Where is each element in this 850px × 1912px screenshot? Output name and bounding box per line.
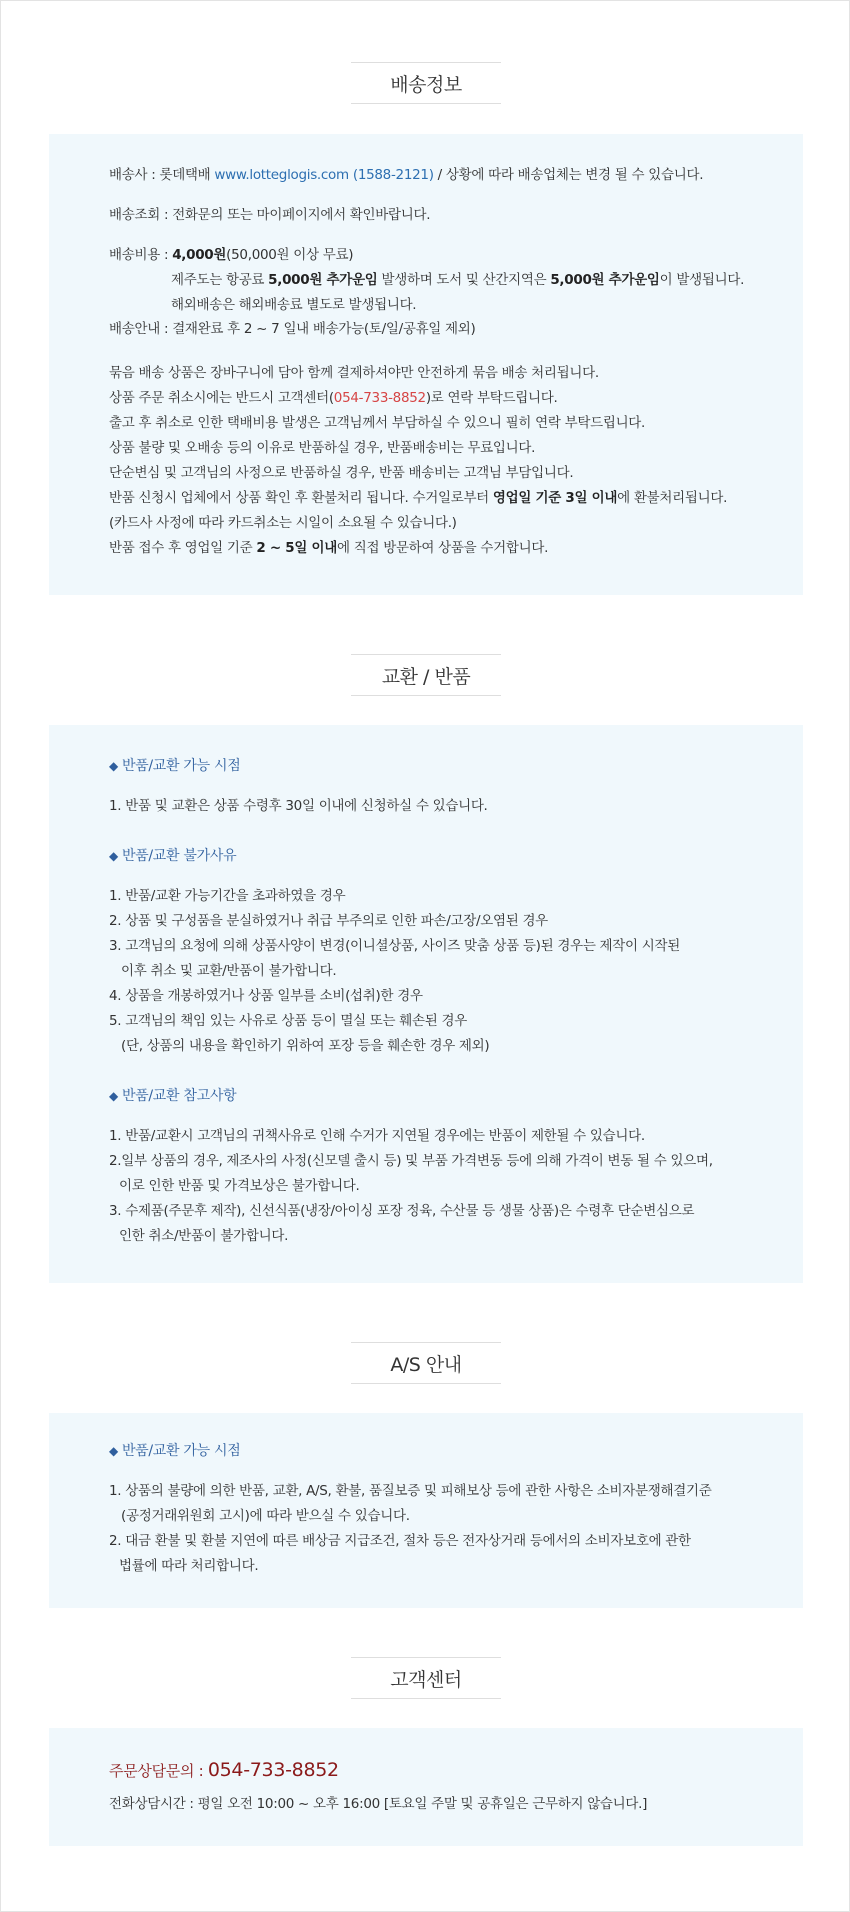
list-item: 5. 고객님의 책임 있는 사유로 상품 등이 멸실 또는 훼손된 경우 (109, 1013, 467, 1029)
exchange-section-title: 교환 / 반품 (351, 654, 501, 696)
list-item: (단, 상품의 내용을 확인하기 위하여 포장 등을 훼손한 경우 제외) (121, 1038, 490, 1054)
shipping-cost-line: 배송비용 : 4,000원(50,000원 이상 무료) (109, 247, 354, 263)
shipping-fee-line: 출고 후 취소로 인한 택배비용 발생은 고객님께서 부담하실 수 있으니 필히 연락 부탁드립니다. (109, 415, 646, 431)
carrier-line: 배송사 : 롯데택배 www.lotteglogis.com (1588-2121) / 상황에 따라 배송업체는 변경 될 수 있습니다. (109, 167, 704, 183)
diamond-bullet-icon: ◆ (109, 1089, 118, 1103)
cs-info-panel (49, 1728, 803, 1846)
list-item: 3. 수제품(주문후 제작), 신선식품(냉장/아이싱 포장 정육, 수산물 등 생물 상품)은 수령후 단순변심으로 (109, 1203, 695, 1219)
return-period-line: 1. 반품 및 교환은 상품 수령후 30일 이내에 신청하실 수 있습니다. (109, 798, 488, 814)
list-item: 이후 취소 및 교환/반품이 불가합니다. (121, 963, 337, 979)
list-item: 법률에 따라 처리합니다. (119, 1558, 259, 1574)
shipping-section-title: 배송정보 (351, 62, 501, 104)
change-of-mind-line: 단순변심 및 고객님의 사정으로 반품하실 경우, 반품 배송비는 고객님 부담입니다. (109, 465, 574, 481)
list-item: 4. 상품을 개봉하였거나 상품 일부를 소비(섭취)한 경우 (109, 988, 423, 1004)
shipping-guide-line: 배송안내 : 결재완료 후 2 ~ 7 일내 배송가능(토/일/공휴일 제외) (109, 321, 476, 337)
diamond-bullet-icon: ◆ (109, 849, 118, 863)
as-section-title: A/S 안내 (351, 1342, 501, 1384)
cs-phone-link[interactable]: 054-733-8852 (333, 390, 426, 406)
pickup-line: 반품 접수 후 영업일 기준 2 ~ 5일 이내에 직접 방문하여 상품을 수거합니다. (109, 540, 549, 556)
list-item: 2. 상품 및 구성품을 분실하였거나 취급 부주의로 인한 파손/고장/오염된 경우 (109, 913, 548, 929)
as-info-panel (49, 1413, 803, 1608)
cs-phone-number[interactable]: 054-733-8852 (207, 1759, 339, 1781)
cs-contact-line: 주문상담문의 : 054-733-8852 (109, 1759, 339, 1781)
bundle-shipping-line: 묶음 배송 상품은 장바구니에 담아 함께 결제하셔야만 안전하게 묶음 배송 처리됩니다. (109, 365, 599, 381)
card-cancel-note: (카드사 사정에 따라 카드취소는 시일이 소요될 수 있습니다.) (109, 515, 457, 531)
list-item: 1. 반품/교환 가능기간을 초과하였을 경우 (109, 888, 346, 904)
list-item: 이로 인한 반품 및 가격보상은 불가합니다. (119, 1178, 360, 1194)
list-item: 인한 취소/반품이 불가합니다. (119, 1228, 289, 1244)
diamond-bullet-icon: ◆ (109, 1444, 118, 1458)
list-item: 1. 상품의 불량에 의한 반품, 교환, A/S, 환불, 품질보증 및 피해보상 등에 관한 사항은 소비자분쟁해결기준 (109, 1483, 712, 1499)
subhead-as: ◆ 반품/교환 가능 시점 (109, 1443, 241, 1459)
diamond-bullet-icon: ◆ (109, 759, 118, 773)
order-cancel-line: 상품 주문 취소시에는 반드시 고객센터(054-733-8852)로 연락 부탁드립니다. (109, 390, 558, 406)
exchange-info-panel (49, 725, 803, 1283)
carrier-website-link[interactable]: www.lotteglogis.com (1588-2121) (214, 167, 434, 183)
overseas-shipping-line: 해외배송은 해외배송료 별도로 발생됩니다. (171, 297, 417, 313)
shipping-info-panel (49, 134, 803, 595)
list-item: (공정거래위원회 고시)에 따라 받으실 수 있습니다. (121, 1508, 410, 1524)
defect-return-line: 상품 불량 및 오배송 등의 이유로 반품하실 경우, 반품배송비는 무료입니다. (109, 440, 536, 456)
delivery-inquiry-line: 배송조회 : 전화문의 또는 마이페이지에서 확인바랍니다. (109, 207, 431, 223)
list-item: 2. 대금 환불 및 환불 지연에 따른 배상금 지급조건, 절차 등은 전자상거래 등에서의 소비자보호에 관한 (109, 1533, 691, 1549)
jeju-surcharge-line: 제주도는 항공료 5,000원 추가운임 발생하며 도서 및 산간지역은 5,000원 추가운임이 발생됩니다. (171, 272, 745, 288)
refund-process-line: 반품 신청시 업체에서 상품 확인 후 환불처리 됩니다. 수거일로부터 영업일 기준 3일 이내에 환불처리됩니다. (109, 490, 728, 506)
list-item: 1. 반품/교환시 고객님의 귀책사유로 인해 수거가 지연될 경우에는 반품이 제한될 수 있습니다. (109, 1128, 645, 1144)
subhead-return-impossible: ◆ 반품/교환 불가사유 (109, 848, 237, 864)
cs-section-title: 고객센터 (351, 1657, 501, 1699)
subhead-return-possible: ◆ 반품/교환 가능 시점 (109, 758, 241, 774)
list-item: 2.일부 상품의 경우, 제조사의 사정(신모델 출시 등) 및 부품 가격변동 등에 의해 가격이 변동 될 수 있으며, (109, 1153, 713, 1169)
subhead-return-notes: ◆ 반품/교환 참고사항 (109, 1088, 237, 1104)
list-item: 3. 고객님의 요청에 의해 상품사양이 변경(이니셜상품, 사이즈 맞춤 상품 등)된 경우는 제작이 시작된 (109, 938, 680, 954)
cs-hours-line: 전화상담시간 : 평일 오전 10:00 ~ 오후 16:00 [토요일 주말 및 공휴일은 근무하지 않습니다.] (109, 1796, 648, 1812)
